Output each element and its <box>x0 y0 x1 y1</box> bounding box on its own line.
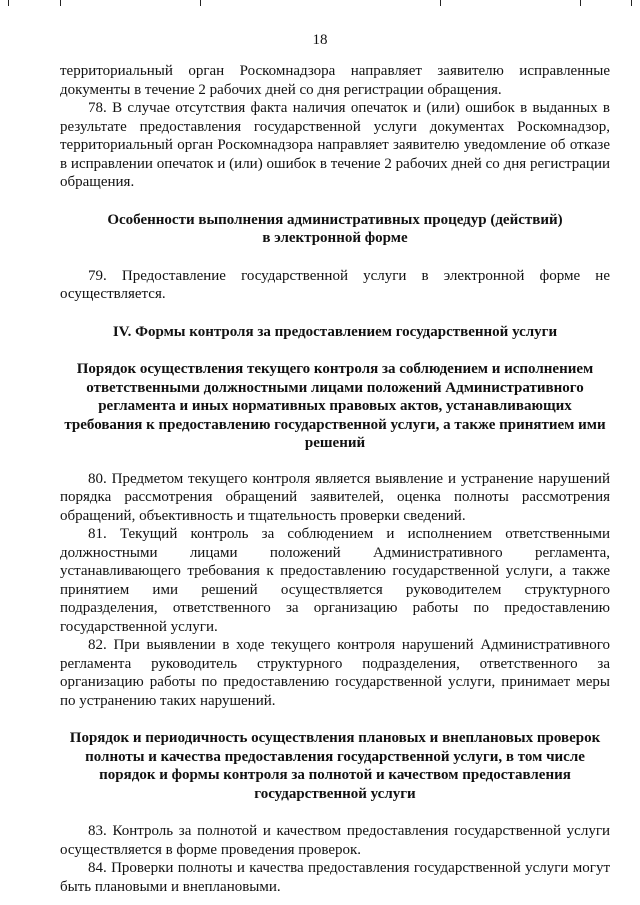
heading-line: порядок и формы контроля за полнотой и качеством предоставления <box>99 767 571 783</box>
heading-line: полноты и качества предоставления государственной услуги, в том числе <box>85 748 585 765</box>
section-heading-current-control <box>60 360 610 453</box>
chapter-heading-iv: IV. Формы контроля за предоставлением государственной услуги <box>112 323 558 340</box>
frame-tick <box>60 0 61 6</box>
paragraph-79: 79. Предоставление государственной услуги в электронной форме не осуществляется. <box>60 267 610 302</box>
paragraph-83: 83. Контроль за полнотой и качеством предоставления государственной услуги осуществляется в форме проведения проверок. <box>60 823 610 858</box>
frame-tick <box>200 0 201 6</box>
heading-line: решений <box>304 435 366 451</box>
paragraph-81: 81. Текущий контроль за соблюдением и исполнением ответственными должностными лицами положений Административного регламента, устанавливающего требования к предоставлению государственной услуги, а также принятием ими решений осуществляется руководителем структурного подразделения, ответственного за организацию работы по предоставлению государственной услуги. <box>60 526 610 635</box>
heading-line: Порядок осуществления текущего контроля за соблюдением и исполнением <box>76 361 594 377</box>
section-heading-inspections <box>60 729 610 803</box>
paragraph-82: 82. При выявлении в ходе текущего контроля нарушений Административного регламента руководитель структурного подразделения, ответственного за организацию работы по предоставлению государственной услуги, принимает меры по устранению таких нарушений. <box>60 637 610 709</box>
document-body <box>60 62 610 896</box>
page-frame-edge <box>8 0 632 6</box>
heading-line: регламента и иных нормативных правовых актов, устанавливающих <box>98 398 572 414</box>
page-number: 18 <box>312 32 328 48</box>
heading-line: Порядок и периодичность осуществления плановых и внеплановых проверок <box>69 730 601 746</box>
heading-line: государственной услуги <box>254 785 416 802</box>
heading-line: Особенности выполнения административных процедур (действий) <box>107 211 563 228</box>
paragraph: территориальный орган Роскомнадзора направляет заявителю исправленные документы в течение 2 рабочих дней со дня регистрации обращения. <box>60 63 610 98</box>
frame-tick <box>440 0 441 6</box>
heading-line: в электронной форме <box>262 230 408 246</box>
heading-line: ответственными должностными лицами положений Административного <box>86 379 584 396</box>
paragraph-78: 78. В случае отсутствия факта наличия опечаток и (или) ошибок в выданных в результате предоставления государственной услуги документах Роскомнадзор, территориальный орган Роскомнадзора направляет заявителю уведомление об отказе в исправлении опечаток и (или) ошибок в течение 2 рабочих дней со дня регистрации обращения. <box>60 100 610 190</box>
section-heading-electronic-form <box>60 211 610 248</box>
paragraph-80: 80. Предметом текущего контроля является выявление и устранение нарушений порядка рассмотрения обращений заявителей, оценка полноты рассмотрения обращений, объективность и тщательность проверки сведений. <box>60 470 610 524</box>
frame-tick <box>580 0 581 6</box>
heading-line: требования к предоставлению государственной услуги, а также принятием ими <box>64 416 606 433</box>
paragraph-84: 84. Проверки полноты и качества предоставления государственной услуги могут быть плановыми и внеплановыми. <box>60 860 610 895</box>
